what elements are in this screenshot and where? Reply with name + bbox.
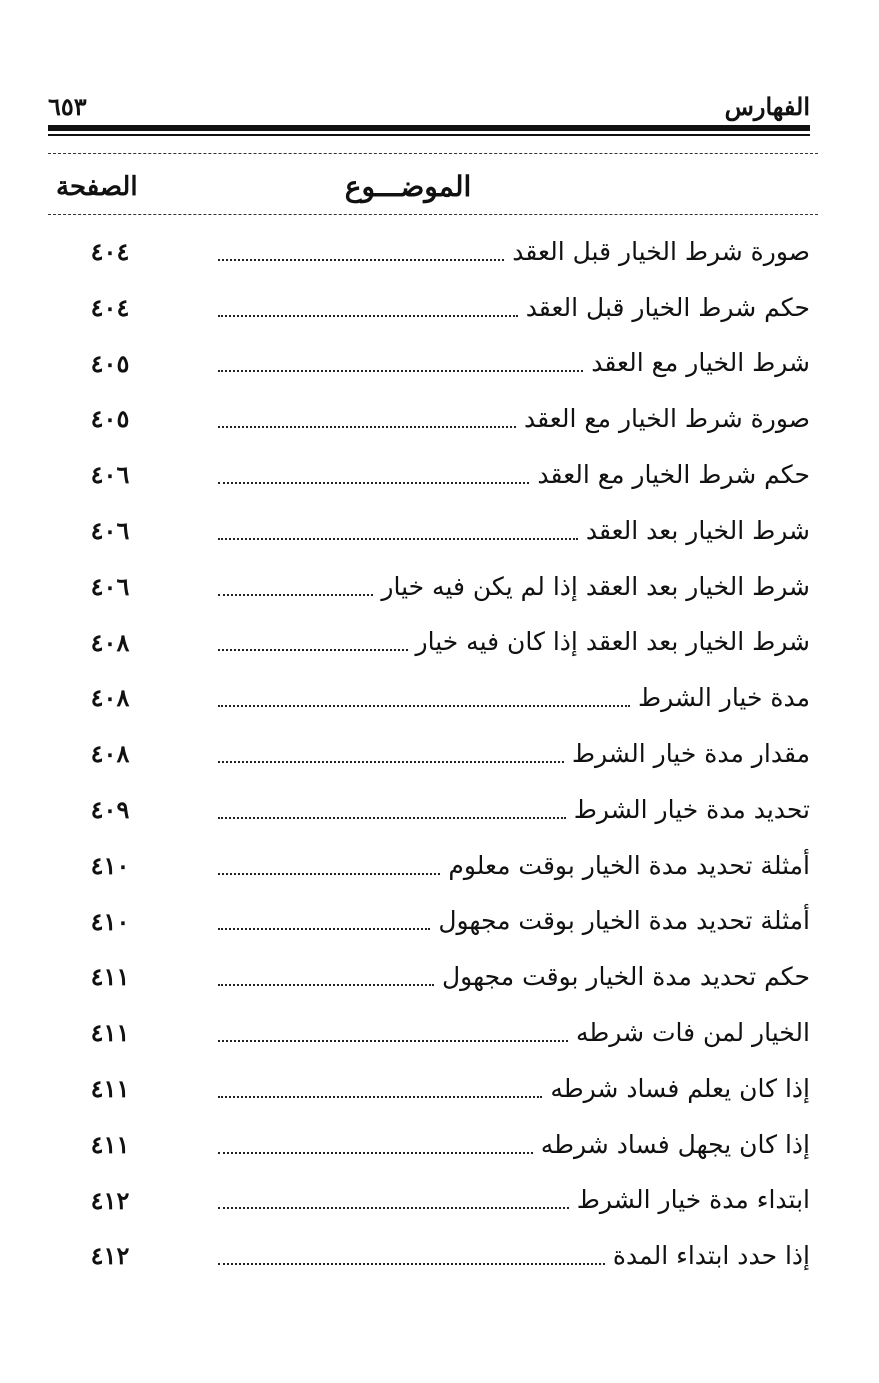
dot-leader <box>218 1096 542 1098</box>
entry-page-number: ٤٠٤ <box>90 292 130 322</box>
header-rule-thick <box>48 125 810 131</box>
index-entry <box>48 391 810 447</box>
entry-title: إذا حدد ابتداء المدة <box>612 1241 810 1271</box>
entry-title: تحديد مدة خيار الشرط <box>573 794 810 824</box>
entry-page-number: ٤٠٦ <box>90 460 130 490</box>
dot-leader <box>218 817 566 819</box>
index-entry <box>48 838 810 894</box>
entry-title: حكم تحديد مدة الخيار بوقت مجهول <box>442 962 810 992</box>
dot-leader <box>218 370 583 372</box>
index-entry <box>48 1061 810 1117</box>
entry-title: الخيار لمن فات شرطه <box>575 1018 810 1048</box>
column-header-topic: الموضـــوع <box>344 170 472 203</box>
index-entry <box>48 447 810 503</box>
running-title: الفهارس <box>724 92 810 121</box>
index-entry <box>48 615 810 671</box>
dot-leader <box>218 538 578 540</box>
index-entry <box>48 336 810 392</box>
index-entry <box>48 559 810 615</box>
entry-page-number: ٤٠٨ <box>90 739 130 769</box>
entry-title: صورة شرط الخيار مع العقد <box>524 404 810 434</box>
dot-leader <box>218 705 630 707</box>
entry-page-number: ٤١٢ <box>90 1241 130 1271</box>
dot-leader <box>218 1207 569 1209</box>
entry-title: ابتداء مدة خيار الشرط <box>576 1185 810 1215</box>
entry-page-number: ٤٠٥ <box>90 348 130 378</box>
dot-leader <box>218 259 504 261</box>
entry-title: أمثلة تحديد مدة الخيار بوقت مجهول <box>438 906 810 936</box>
dot-leader <box>218 984 434 986</box>
index-entry <box>48 670 810 726</box>
entry-title: صورة شرط الخيار قبل العقد <box>512 236 810 266</box>
entry-page-number: ٤٠٦ <box>90 571 130 601</box>
page-number: ٦٥٣ <box>48 92 87 121</box>
index-entries <box>48 224 810 1284</box>
entry-page-number: ٤١٠ <box>90 850 130 880</box>
entry-title: شرط الخيار بعد العقد إذا لم يكن فيه خيار <box>381 571 810 601</box>
index-entry <box>48 1173 810 1229</box>
index-entry <box>48 782 810 838</box>
index-entry <box>48 503 810 559</box>
entry-title: إذا كان يجهل فساد شرطه <box>540 1129 810 1159</box>
entry-title: شرط الخيار مع العقد <box>591 348 810 378</box>
column-headers <box>48 165 818 209</box>
column-header-top-divider <box>48 153 818 154</box>
entry-page-number: ٤١٠ <box>90 906 130 936</box>
entry-page-number: ٤١١ <box>90 1129 130 1159</box>
entry-page-number: ٤١٢ <box>90 1185 130 1215</box>
index-entry <box>48 224 810 280</box>
dot-leader <box>218 315 518 317</box>
entry-page-number: ٤١١ <box>90 1073 130 1103</box>
entry-page-number: ٤٠٨ <box>90 627 130 657</box>
entry-title: مقدار مدة خيار الشرط <box>571 739 810 769</box>
entry-title: حكم شرط الخيار مع العقد <box>537 460 810 490</box>
index-entry <box>48 1005 810 1061</box>
entry-page-number: ٤٠٩ <box>90 794 130 824</box>
entry-title: شرط الخيار بعد العقد إذا كان فيه خيار <box>415 627 810 657</box>
dot-leader <box>218 928 430 930</box>
dot-leader <box>218 761 564 763</box>
dot-leader <box>218 594 373 596</box>
entry-page-number: ٤٠٥ <box>90 404 130 434</box>
entry-page-number: ٤١١ <box>90 962 130 992</box>
dot-leader <box>218 1152 533 1154</box>
entry-page-number: ٤٠٨ <box>90 683 130 713</box>
index-entry <box>48 894 810 950</box>
dot-leader <box>218 649 408 651</box>
column-header-bottom-divider <box>48 214 818 215</box>
dot-leader <box>218 426 516 428</box>
dot-leader <box>218 1040 568 1042</box>
entry-title: شرط الخيار بعد العقد <box>585 515 810 545</box>
dot-leader <box>218 873 440 875</box>
column-header-page: الصفحة <box>56 172 138 202</box>
header-rule-thin <box>48 134 810 136</box>
index-entry <box>48 1117 810 1173</box>
entry-title: مدة خيار الشرط <box>638 683 810 713</box>
entry-title: إذا كان يعلم فساد شرطه <box>550 1073 810 1103</box>
entry-page-number: ٤٠٤ <box>90 237 130 266</box>
entry-title: أمثلة تحديد مدة الخيار بوقت معلوم <box>448 850 810 880</box>
entry-page-number: ٤٠٦ <box>90 515 130 545</box>
index-entry <box>48 949 810 1005</box>
index-entry <box>48 1228 810 1284</box>
index-entry <box>48 280 810 336</box>
dot-leader <box>218 482 529 484</box>
entry-title: حكم شرط الخيار قبل العقد <box>525 292 810 322</box>
running-header <box>48 88 810 122</box>
entry-page-number: ٤١١ <box>90 1018 130 1048</box>
dot-leader <box>218 1263 605 1265</box>
index-entry <box>48 726 810 782</box>
